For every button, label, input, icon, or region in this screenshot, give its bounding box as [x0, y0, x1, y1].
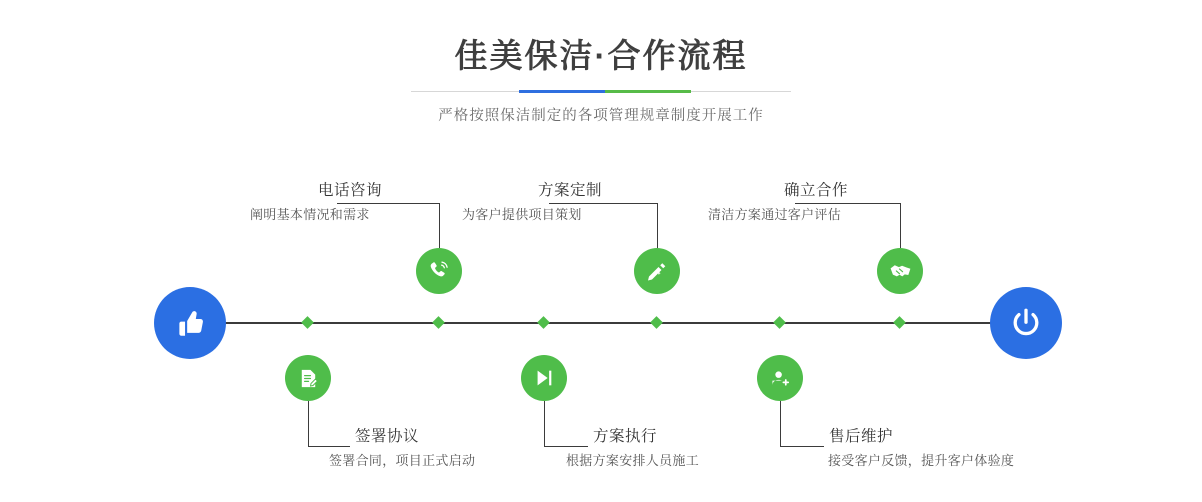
step-title-4: 方案执行 [593, 428, 658, 445]
connector-line [544, 446, 588, 447]
step-label-6 [829, 426, 1014, 472]
step-icon-1[interactable] [416, 248, 462, 294]
pencil-plan-icon [645, 259, 669, 283]
timeline [0, 150, 1202, 502]
connector-line [544, 401, 545, 447]
step-title-3: 方案定制 [538, 182, 603, 199]
connector-line [308, 446, 350, 447]
power-icon [1008, 305, 1044, 341]
step-icon-2[interactable] [285, 355, 331, 401]
play-execute-icon [533, 367, 555, 389]
connector-line [900, 203, 901, 248]
step-label-1 [250, 180, 382, 226]
title-divider [411, 90, 791, 93]
step-label-4 [566, 426, 700, 472]
step-desc-1: 阐明基本情况和需求 [250, 207, 370, 222]
step-icon-6[interactable] [757, 355, 803, 401]
connector-line [780, 401, 781, 447]
step-title-2: 签署协议 [355, 428, 420, 445]
axis-marker [773, 316, 786, 329]
timeline-axis [160, 322, 1042, 324]
axis-marker [650, 316, 663, 329]
axis-marker [432, 316, 445, 329]
connector-line [308, 401, 309, 447]
step-label-2 [329, 426, 476, 472]
step-title-6: 售后维护 [829, 428, 894, 445]
step-icon-5[interactable] [877, 248, 923, 294]
page-title: 佳美保洁·合作流程 [454, 37, 748, 74]
connector-line [657, 203, 658, 248]
step-desc-2: 签署合同，项目正式启动 [329, 453, 476, 468]
handshake-icon [888, 259, 913, 284]
step-title-1: 电话咨询 [318, 182, 383, 199]
thumbs-up-icon [173, 306, 207, 340]
step-desc-4: 根据方案安排人员施工 [566, 453, 700, 468]
sign-document-icon [297, 367, 320, 390]
start-endpoint[interactable] [154, 287, 226, 359]
step-label-5 [708, 180, 848, 226]
step-icon-4[interactable] [521, 355, 567, 401]
step-label-3 [462, 180, 602, 226]
end-endpoint[interactable] [990, 287, 1062, 359]
divider-blue-segment [519, 90, 605, 93]
axis-marker [537, 316, 550, 329]
axis-marker [301, 316, 314, 329]
step-icon-3[interactable] [634, 248, 680, 294]
step-desc-6: 接受客户反馈，提升客户体验度 [828, 453, 1015, 468]
header [0, 34, 1202, 125]
connector-line [439, 203, 440, 248]
page-subtitle: 严格按照保洁制定的各项管理规章制度开展工作 [438, 108, 764, 124]
step-title-5: 确立合作 [784, 182, 849, 199]
connector-line [780, 446, 824, 447]
step-desc-5: 清洁方案通过客户评估 [708, 207, 842, 222]
phone-call-icon [427, 259, 451, 283]
divider-green-segment [605, 90, 691, 93]
step-desc-3: 为客户提供项目策划 [462, 207, 582, 222]
axis-marker [893, 316, 906, 329]
customer-service-icon [769, 367, 792, 390]
